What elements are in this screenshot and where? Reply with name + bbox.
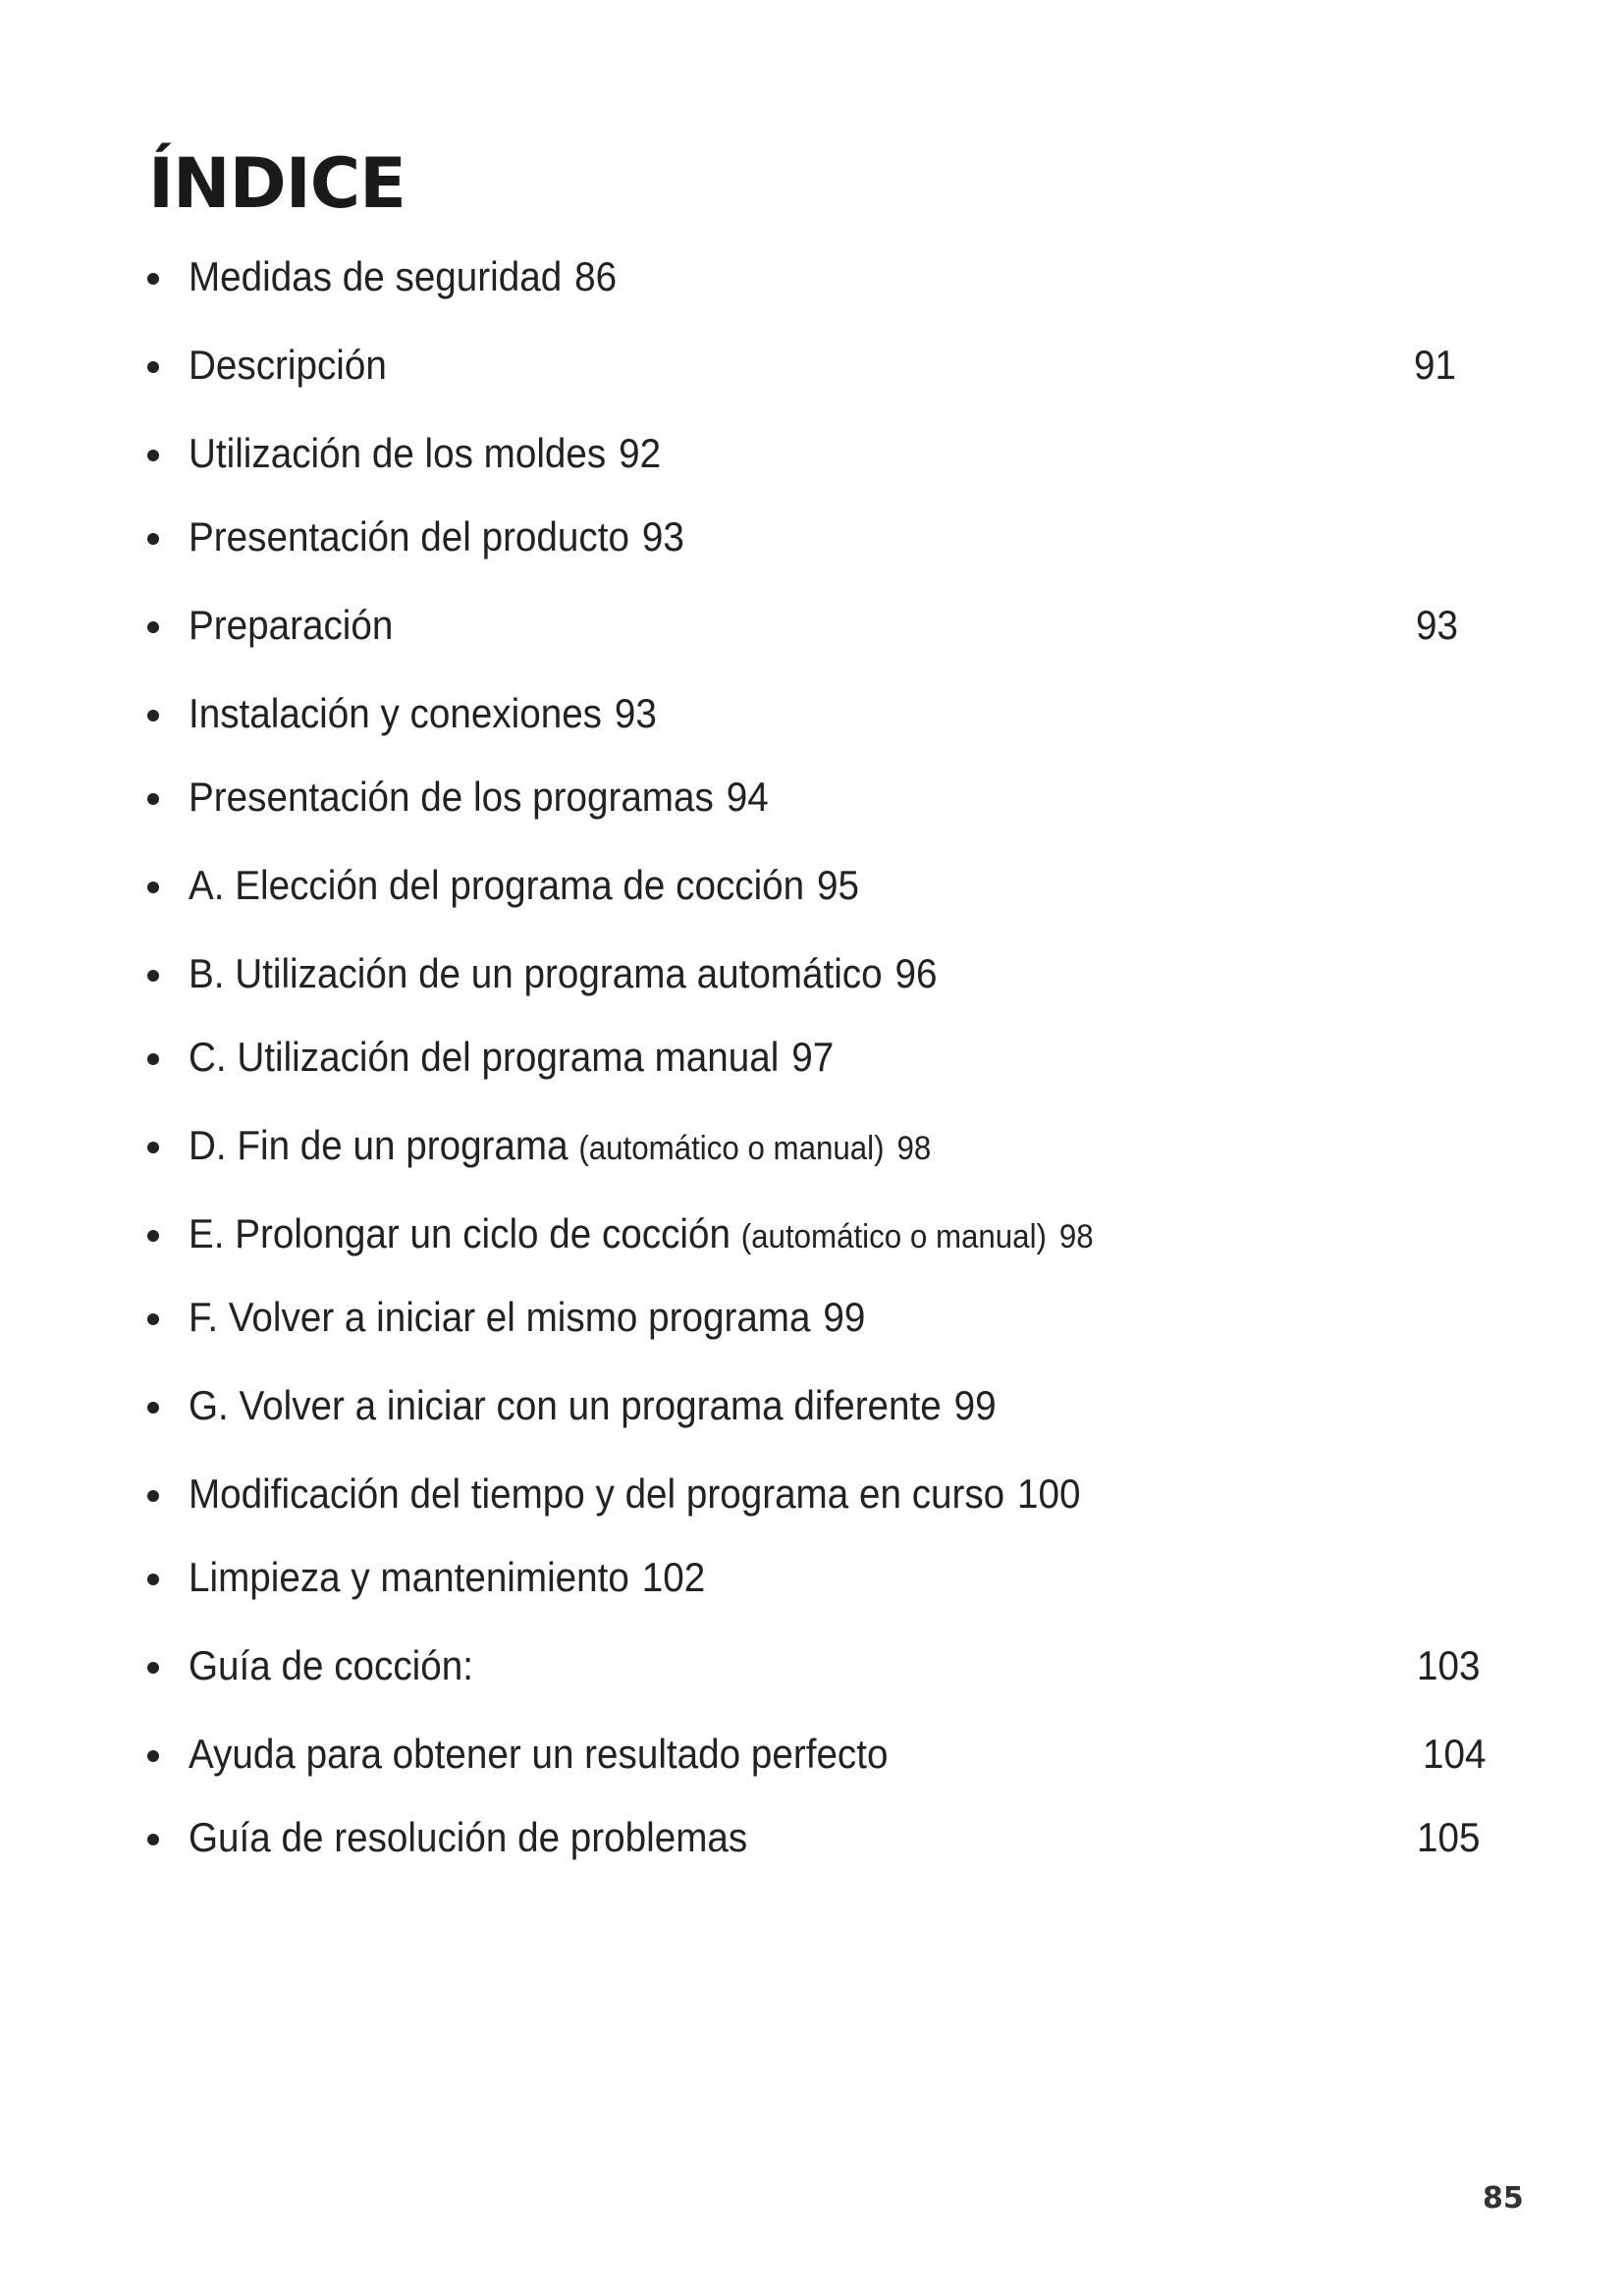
toc-entry-label: B. Utilización de un programa automático	[189, 950, 883, 996]
toc-entry-page: 103	[1417, 1642, 1481, 1688]
bullet-icon	[147, 710, 159, 721]
toc-entry-page: 98	[1058, 1218, 1094, 1255]
bullet-icon	[147, 1313, 159, 1325]
toc-entry-page: 105	[1417, 1814, 1481, 1860]
toc-entry[interactable]	[147, 856, 1542, 915]
toc-entry-label: Ayuda para obtener un resultado perfecto	[189, 1731, 889, 1777]
toc-entry-page: 100	[1017, 1470, 1081, 1517]
bullet-icon	[147, 1750, 159, 1762]
toc-entry[interactable]	[147, 1808, 1542, 1867]
toc-entry[interactable]	[147, 1636, 1542, 1695]
toc-entry-page: 95	[817, 862, 860, 908]
toc-entry-page: 102	[641, 1554, 706, 1600]
toc-entry-label: Preparación	[189, 602, 394, 648]
toc-entry-label: C. Utilización del programa manual	[189, 1034, 780, 1080]
bullet-icon	[147, 533, 159, 545]
toc-entry-page: 91	[1414, 342, 1456, 388]
toc-entry-page: 99	[953, 1382, 997, 1428]
bullet-icon	[147, 1142, 159, 1153]
toc-entry-page: 99	[823, 1294, 866, 1340]
toc-entry-page: 97	[791, 1034, 835, 1080]
toc-entry-label: D. Fin de un programa	[189, 1122, 568, 1168]
toc-entry-page: 98	[896, 1130, 932, 1167]
toc-entry[interactable]	[147, 1116, 1542, 1175]
page-title: ÍNDICE	[148, 143, 406, 224]
toc-entry-label: Guía de cocción:	[189, 1642, 473, 1688]
toc-entry-page: 104	[1423, 1731, 1487, 1777]
toc-entry-label: A. Elección del programa de cocción	[189, 862, 805, 908]
toc-entry-page: 93	[641, 513, 684, 560]
bullet-icon	[147, 1490, 159, 1502]
toc-entry-page: 93	[614, 690, 657, 736]
toc-entry[interactable]	[147, 424, 1542, 483]
toc-entry-label: Presentación de los programas	[189, 774, 714, 820]
page-number: 85	[1483, 2181, 1524, 2216]
bullet-icon	[147, 1053, 159, 1065]
bullet-icon	[147, 621, 159, 633]
bullet-icon	[147, 881, 159, 893]
toc-entry-page: 92	[619, 430, 662, 476]
bullet-icon	[147, 361, 159, 373]
toc-entry[interactable]	[147, 944, 1542, 1003]
bullet-icon	[147, 1230, 159, 1242]
toc-entry-label: Descripción	[189, 342, 387, 388]
toc-entry-label: Utilización de los moldes	[189, 430, 607, 476]
bullet-icon	[147, 1402, 159, 1414]
toc-entry-page: 93	[1416, 602, 1458, 648]
toc-entry-page: 86	[574, 253, 618, 299]
toc-entry-label: E. Prolongar un ciclo de cocción	[189, 1210, 731, 1256]
toc-entry-note: (automático o manual)	[740, 1218, 1047, 1255]
toc-entry[interactable]	[147, 1548, 1542, 1607]
toc-entry-label: G. Volver a iniciar con un programa diferente	[189, 1382, 942, 1428]
bullet-icon	[147, 273, 159, 285]
toc-entry[interactable]	[147, 684, 1542, 743]
bullet-icon	[147, 1834, 159, 1845]
toc-entry-label: Guía de resolución de problemas	[189, 1814, 748, 1860]
toc-entry[interactable]	[147, 247, 1542, 306]
bullet-icon	[147, 970, 159, 982]
toc-entry-note: (automático o manual)	[578, 1130, 885, 1167]
bullet-icon	[147, 1574, 159, 1585]
toc-entry-label: Presentación del producto	[189, 513, 629, 560]
toc-entry[interactable]	[147, 596, 1542, 655]
toc-entry[interactable]	[147, 1204, 1542, 1263]
bullet-icon	[147, 1662, 159, 1674]
toc-entry[interactable]	[147, 507, 1542, 566]
toc-entry[interactable]	[147, 768, 1542, 827]
toc-entry-label: F. Volver a iniciar el mismo programa	[189, 1294, 811, 1340]
toc-entry[interactable]	[147, 336, 1542, 395]
toc-entry-label: Modificación del tiempo y del programa en curso	[189, 1470, 1005, 1517]
toc-entry-page: 96	[894, 950, 938, 996]
toc-entry[interactable]	[147, 1465, 1542, 1523]
toc-entry[interactable]	[147, 1028, 1542, 1087]
toc-entry-page: 94	[726, 774, 769, 820]
toc-entry-label: Medidas de seguridad	[189, 253, 563, 299]
toc-entry[interactable]	[147, 1376, 1542, 1435]
bullet-icon	[147, 450, 159, 461]
toc-entry-label: Instalación y conexiones	[189, 690, 603, 736]
bullet-icon	[147, 793, 159, 805]
toc-entry[interactable]	[147, 1288, 1542, 1347]
toc-entry[interactable]	[147, 1725, 1542, 1784]
toc-entry-label: Limpieza y mantenimiento	[189, 1554, 629, 1600]
